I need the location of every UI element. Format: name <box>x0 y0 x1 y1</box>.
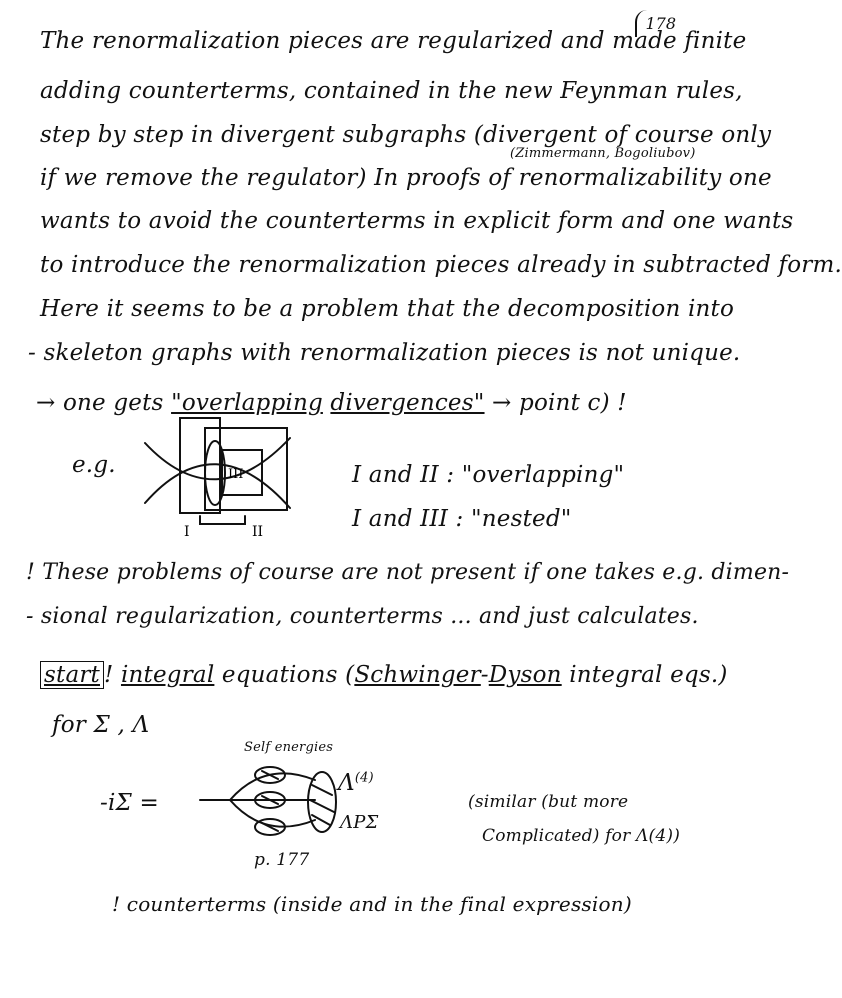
similar-line-1: (similar (but more <box>468 792 629 812</box>
label-one: I <box>184 524 190 540</box>
text-line-8: - skeleton graphs with renormalization pieces is not unique. <box>28 340 741 366</box>
text-line-1: The renormalization pieces are regularized and made finite <box>40 28 747 54</box>
text-line-6: to introduce the renormalization pieces already in subtracted form. <box>40 252 842 278</box>
lambda4 <box>338 770 374 796</box>
page-reference: p. 177 <box>254 850 310 870</box>
problem-line-1: ! These problems of course are not present if one takes e.g. dimen- <box>26 560 790 585</box>
self-energy-label: Self energies <box>244 740 334 755</box>
pair-nested: I and III : "nested" <box>352 506 572 532</box>
text-line-2: adding counterterms, contained in the new Feynman rules, <box>40 78 743 104</box>
dyson-name: Dyson <box>488 662 562 688</box>
equation-lhs: -iΣ = <box>100 790 159 816</box>
integral-word: integral <box>120 662 215 688</box>
for-sigma-lambda: for Σ , Λ <box>52 712 150 738</box>
arrow-prefix: → one gets <box>36 390 164 416</box>
arrow-suffix: → point c) ! <box>492 390 627 416</box>
equations-word: equations <box>221 662 338 688</box>
label-three: III <box>228 467 244 482</box>
schwinger-name: Schwinger <box>354 662 481 688</box>
similar-line-2: Complicated) for Λ(4)) <box>482 826 681 846</box>
lambda4-symbol: Λ <box>338 770 355 796</box>
start-word: start <box>40 661 104 689</box>
authors-note: (Zimmermann, Bogoliubov) <box>510 146 696 161</box>
integral-eqs: integral eqs.) <box>569 662 728 688</box>
overlapping-diagram <box>120 408 310 538</box>
phrase-divergences: divergences" <box>330 390 485 416</box>
final-note: ! counterterms (inside and in the final expression) <box>112 892 632 916</box>
page-number: 178 <box>635 10 684 37</box>
problem-line-2: - sional regularization, counterterms ... and just calculates. <box>26 604 699 629</box>
text-line-5: wants to avoid the counterterms in explicit form and one wants <box>40 208 794 234</box>
paren-open: ( <box>345 662 355 688</box>
label-two: II <box>252 524 264 540</box>
eg-label: e.g. <box>72 452 116 478</box>
lambda4-superscript: (4) <box>354 770 374 786</box>
text-line-4: if we remove the regulator) In proofs of renormalizability one <box>40 165 772 191</box>
text-line-3: step by step in divergent subgraphs (divergent of course only <box>40 122 772 148</box>
dash: - <box>480 662 489 688</box>
text-line-7: Here it seems to be a problem that the decomposition into <box>40 296 735 322</box>
phrase-overlapping: "overlapping <box>171 390 323 416</box>
start-bang: ! <box>104 662 114 688</box>
lambda-pi-sigma: ΛPΣ <box>340 812 379 833</box>
start-line <box>40 662 728 688</box>
pair-overlapping: I and II : "overlapping" <box>352 462 625 488</box>
schwinger-dyson-diagram <box>200 755 350 845</box>
